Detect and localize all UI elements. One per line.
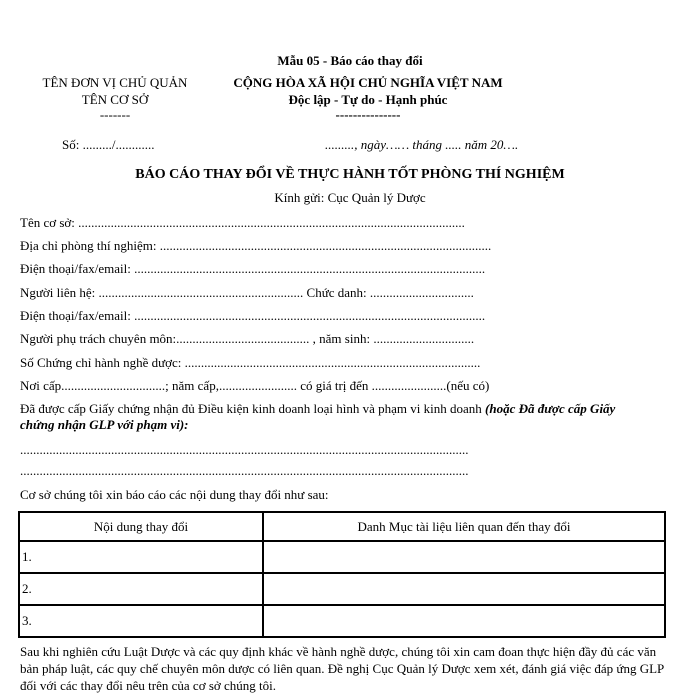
document-number: Số: ........./............ — [62, 137, 155, 152]
field-issue-info: Nơi cấp................................; năm cấp,........................ có giá trị đến .......................(nếu có) — [20, 378, 490, 393]
row-documents — [263, 605, 665, 637]
row-number: 3. — [19, 605, 263, 637]
document-date: ........., ngày…… tháng ..... năm 20…. — [325, 137, 519, 152]
nation-title: CỘNG HÒA XÃ HỘI CHỦ NGHĨA VIỆT NAM — [233, 75, 503, 90]
granted-dots-1: .......................................................................................................................................... — [20, 442, 469, 457]
closing-paragraph: Sau khi nghiên cứu Luật Dược và các quy định khác về hành nghề dược, chúng tôi xin cam đoan thực hiện đầy đủ các văn bản pháp luật, các quy chế chuyên môn dược có liên quan. Đề nghị Cục Quản lý Dược xem xét, đánh giá việc đáp ứng GLP đối với các thay đổi nêu trên của cơ sở chúng tôi. — [20, 644, 664, 693]
field-facility-name: Tên cơ sở: ....................................................................................................................... — [20, 215, 465, 230]
recipient: Kính gửi: Cục Quản lý Dược — [274, 190, 426, 205]
header-related-documents: Danh Mục tài liệu liên quan đến thay đổi — [263, 512, 665, 541]
table-row — [19, 573, 665, 605]
header-change-content: Nội dung thay đổi — [19, 512, 263, 541]
field-phone-2: Điện thoại/fax/email: ............................................................................................................ — [20, 308, 486, 323]
field-certificate-number: Số Chứng chỉ hành nghề dược: ........................................................................................... — [20, 355, 481, 370]
intro-text: Cơ sở chúng tôi xin báo cáo các nội dung thay đổi như sau: — [20, 487, 329, 502]
field-person-in-charge: Người phụ trách chuyên môn:......................................... , năm sinh: ............................... — [20, 331, 475, 346]
granted-italic-a: (hoặc Đã được cấp Giấy — [485, 401, 616, 416]
row-number: 1. — [19, 541, 263, 573]
org-line-2: TÊN CƠ SỞ — [81, 92, 149, 107]
row-number: 2. — [19, 573, 263, 605]
motto: Độc lập - Tự do - Hạnh phúc — [288, 92, 448, 107]
form-code: Mẫu 05 - Báo cáo thay đổi — [277, 53, 423, 68]
changes-table — [18, 511, 666, 638]
org-line-1: TÊN ĐƠN VỊ CHỦ QUẢN — [42, 75, 188, 90]
row-documents — [263, 573, 665, 605]
row-documents — [263, 541, 665, 573]
granted-italic-b: chứng nhận GLP với phạm vi): — [20, 417, 189, 432]
granted-dots-2: .......................................................................................................................................... — [20, 463, 469, 478]
field-contact: Người liên hệ: ............................................................... Chức danh: ................................ — [20, 285, 474, 300]
table-header-row — [19, 512, 665, 541]
table-row — [19, 541, 665, 573]
org-dashes: ------- — [99, 107, 131, 122]
granted-line-1 — [20, 402, 615, 416]
field-lab-address: Địa chỉ phòng thí nghiệm: ...................................................................................................... — [20, 238, 492, 253]
page-title: BÁO CÁO THAY ĐỔI VỀ THỰC HÀNH TỐT PHÒNG THÍ NGHIỆM — [135, 167, 565, 182]
field-phone-1: Điện thoại/fax/email: ............................................................................................................ — [20, 261, 486, 276]
granted-text: Đã được cấp Giấy chứng nhận đủ Điều kiện kinh doanh loại hình và phạm vi kinh doanh — [20, 401, 486, 416]
motto-dashes: --------------- — [335, 107, 401, 122]
table-row — [19, 605, 665, 637]
